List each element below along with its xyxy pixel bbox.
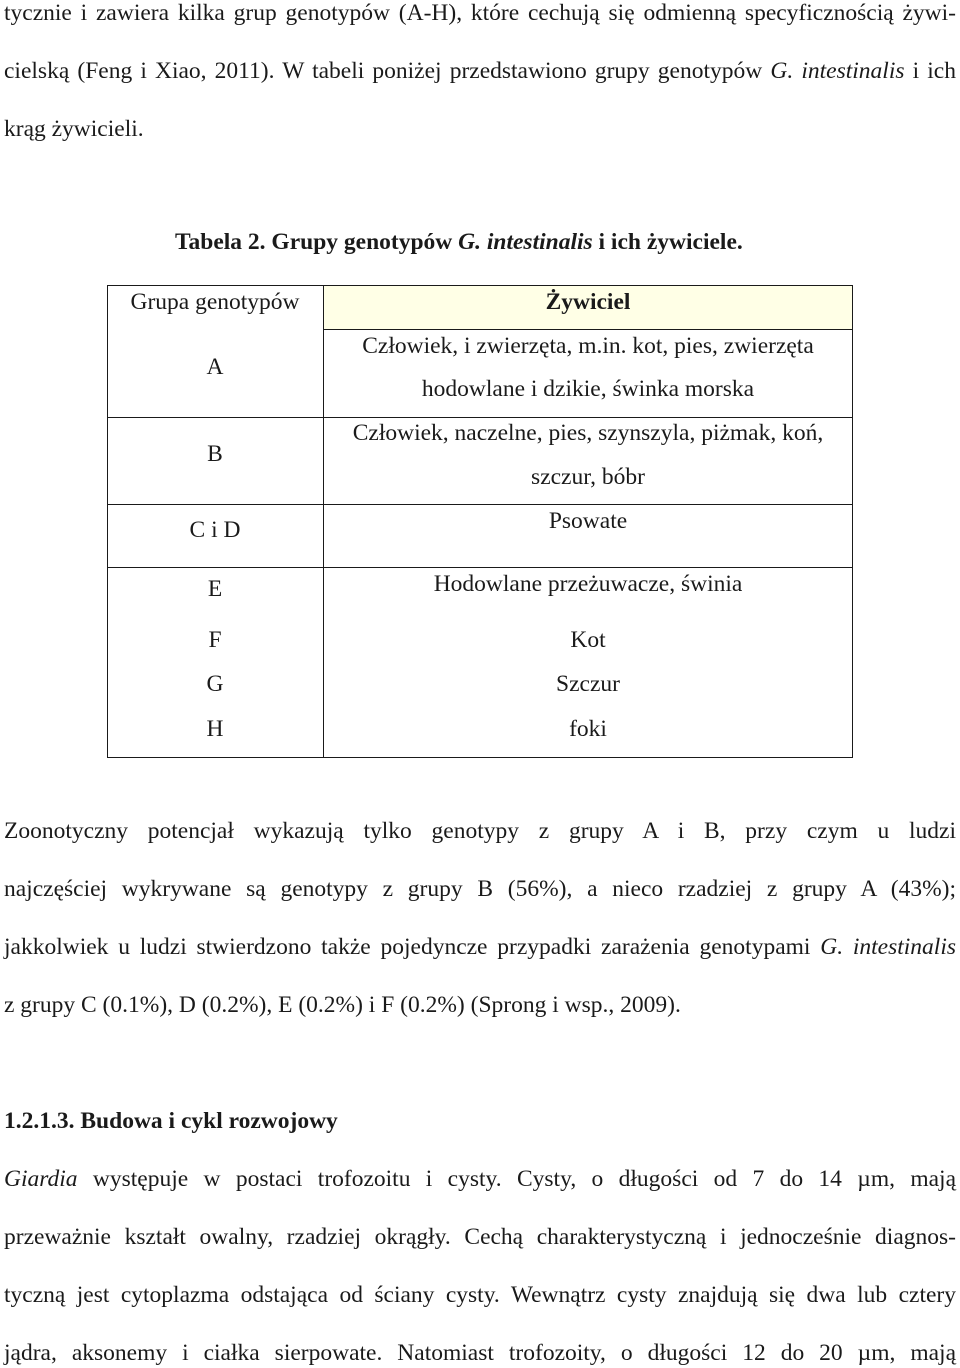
para2-line-2: przeważnie kształt owalny, rzadziej okrągły. Cechą charakterystyczną i jednocześnie diagnos- (4, 1224, 956, 1250)
para2-line-1-text: występuje w postaci trofozoitu i cysty. Cysty, o długości od 7 do 14 µm, mają (77, 1166, 956, 1192)
table-row-host-h: foki (569, 716, 607, 742)
genus-name: Giardia (4, 1166, 78, 1192)
table-row-host-g: Szczur (556, 671, 620, 697)
table-row-group-b: B (207, 441, 223, 467)
table-row-host-b-line2: szczur, bóbr (531, 464, 645, 490)
intro-line-2-text: cielską (Feng i Xiao, 2011). W tabeli poniżej przedstawiono grupy genotypów (4, 58, 771, 84)
para1-line-3-text: jakkolwiek u ludzi stwierdzono także pojedyncze przypadki zarażenia genotypami (4, 934, 821, 960)
intro-line-2 (4, 56, 956, 86)
intro-line-2-end: i ich (904, 58, 956, 84)
header-genotype-group: Grupa genotypów (130, 289, 300, 315)
caption-end: i ich żywiciele. (592, 229, 743, 255)
para2-line-1 (4, 1164, 956, 1194)
table-row-group-f: F (208, 627, 222, 653)
table-row-host-a-line2: hodowlane i dzikie, świnka morska (421, 376, 755, 402)
table-row-host-f: Kot (570, 627, 606, 653)
intro-line-1: tycznie i zawiera kilka grup genotypów (A-H), które cechują się odmienną specyficznością żywi- (4, 0, 956, 26)
para2-line-3: tyczną jest cytoplazma odstająca od ściany cysty. Wewnątrz cysty znajdują się dwa lub cztery (4, 1282, 956, 1308)
table-row-host-a-line1: Człowiek, i zwierzęta, m.in. kot, pies, zwierzęta (362, 333, 814, 359)
para1-line-2: najczęściej wykrywane są genotypy z grupy B (56%), a nieco rzadziej z grupy A (43%); (4, 876, 956, 902)
table-row-host-cd: Psowate (548, 508, 628, 534)
genotype-table (107, 285, 853, 758)
para1-line-4: z grupy C (0.1%), D (0.2%), E (0.2%) i F (0.2%) (Sprong i wsp., 2009). (4, 992, 681, 1018)
intro-line-3: krąg żywicieli. (4, 116, 144, 142)
caption-species: G. intestinalis (458, 229, 593, 255)
table-row-host-b-line1: Człowiek, naczelne, pies, szynszyla, piżmak, koń, (352, 420, 824, 446)
section-heading: 1.2.1.3. Budowa i cykl rozwojowy (4, 1108, 338, 1134)
species-name: G. intestinalis (770, 58, 905, 84)
table-row-group-e: E (207, 576, 223, 602)
header-host: Żywiciel (545, 289, 631, 315)
table-row-group-a: A (206, 354, 224, 380)
table-row-group-h: H (206, 716, 224, 742)
table-row-group-cd: C i D (189, 517, 241, 543)
table-row-group-g: G (206, 671, 224, 697)
table-caption (175, 227, 743, 257)
caption-text: Tabela 2. Grupy genotypów (175, 229, 459, 255)
para1-line-3 (4, 932, 956, 962)
table-row-host-e: Hodowlane przeżuwacze, świnia (433, 571, 743, 597)
para1-species: G. intestinalis (820, 934, 956, 960)
para2-line-4: jądra, aksonemy i ciałka sierpowate. Natomiast trofozoity, o długości 12 do 20 µm, mają (4, 1340, 956, 1366)
para1-line-1: Zoonotyczny potencjał wykazują tylko genotypy z grupy A i B, przy czym u ludzi (4, 818, 956, 844)
